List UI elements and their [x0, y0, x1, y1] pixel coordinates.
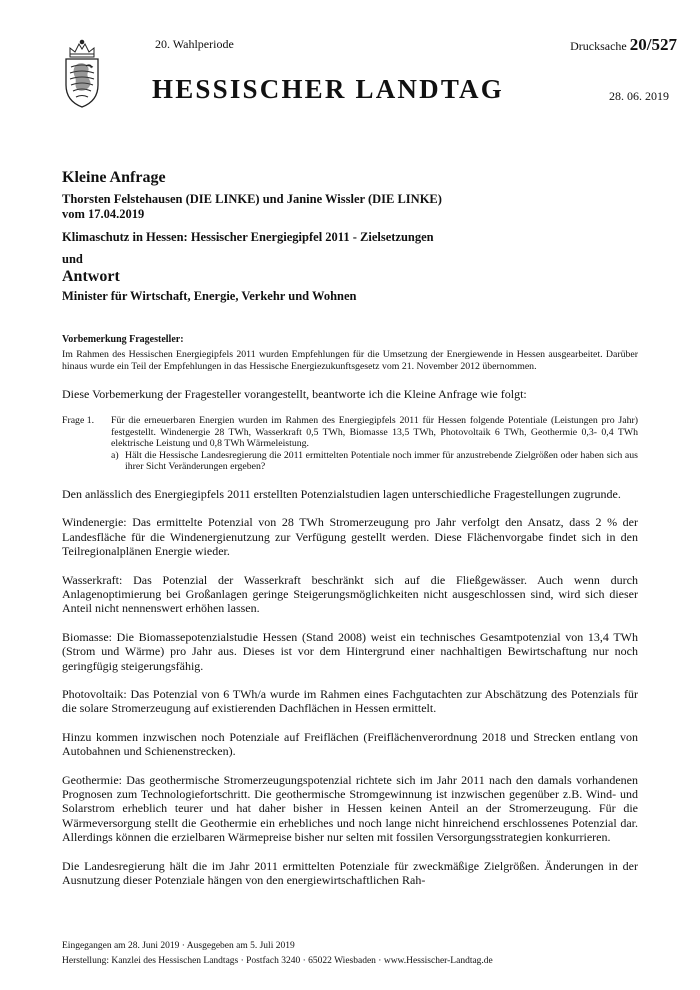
answer-paragraph: Biomasse: Die Biomassepotenzialstudie Hessen (Stand 2008) weist ein technisches Gesamtpotenzial von 13,4 TWh (Strom und Wärme) pro Jahr aus. Dieses ist vor dem Hintergrund einer nachhaltigen Bewirtschaftung nur noch geringfügig steigerungsfähig. [62, 629, 638, 673]
page-title: HESSISCHER LANDTAG [152, 74, 504, 104]
frage-1-sub-a-label: a) [111, 449, 119, 461]
drucksache-label: Drucksache [570, 39, 627, 53]
inquiry-topic: Klimaschutz in Hessen: Hessischer Energiegipfel 2011 - Zielsetzungen [62, 230, 434, 244]
frage-1-sub-a [111, 450, 638, 473]
inquiry-date: vom 17.04.2019 [62, 207, 145, 221]
drucksache [570, 35, 677, 55]
answer-paragraph: Geothermie: Das geothermische Stromerzeugungspotenzial richtete sich im Jahr 2011 nach den damals vorhandenen Prognosen zum Technologiefortschritt. Die geothermische Stromgewinnung ist inzwischen gegenüber z.B. Wind- und Solarstrom erheblich teurer und hat daher bisher in Hessen keinen Anteil an der Stromerzeugung. Für die Wärmeversorgung stellt die Geothermie ein erhebliches und noch lange nicht hinreichend erschlossenes Potenzial dar. Allerdings können die erzielbaren Wärmepreise bisher nur selten mit fossilen Versorgungsstrategien konkurrieren. [62, 772, 638, 845]
answer-paragraph: Photovoltaik: Das Potenzial von 6 TWh/a wurde im Rahmen eines Fachgutachten zur Abschätzung des Potenzials für die solare Stromerzeugung auf existierenden Dachflächen in Hessen ermittelt. [62, 687, 638, 716]
answer-paragraph: Den anlässlich des Energiegipfels 2011 erstellten Potenzialstudien lagen unterschiedliche Fragestellungen zugrunde. [62, 486, 621, 501]
answer-paragraph: Die Landesregierung hält die im Jahr 2011 ermittelten Potenziale für zweckmäßige Zielgrößen. Änderungen in der Ausnutzung dieser Potenziale hängen von den energiewirtschaftlichen Rah- [62, 858, 638, 888]
footer [62, 939, 493, 969]
footer-dates: Eingegangen am 28. Juni 2019 · Ausgegeben am 5. Juli 2019 [62, 941, 295, 951]
und-label: und [62, 252, 83, 266]
drucksache-number: 20/527 [629, 35, 677, 54]
answer-paragraph: Wasserkraft: Das Potenzial der Wasserkraft beschränkt sich auf die Fließgewässer. Auch wenn durch Anlagenoptimierung bei Großanlagen geringe Steigerungsmöglichkeiten nicht ausgeschlossen sind, wird sich dieser Anteil nicht nennenswert erhöhen lassen. [62, 572, 638, 616]
frage-1-label: Frage 1. [62, 415, 95, 426]
document-date: 28. 06. 2019 [609, 89, 669, 103]
document-body [62, 333, 638, 888]
footer-publisher: Herstellung: Kanzlei des Hessischen Landtags · Postfach 3240 · 65022 Wiesbaden · www.Hessischer-Landtag.de [62, 956, 493, 966]
coat-of-arms-icon [62, 37, 102, 109]
frage-1-sub-a-text: Hält die Hessische Landesregierung die 2011 ermittelten Potentiale noch immer für anzustrebende Zielgrößen oder haben sich aus ihrer Sicht Veränderungen ergeben? [125, 449, 638, 473]
minister: Minister für Wirtschaft, Energie, Verkehr und Wohnen [62, 289, 357, 303]
inquiry-header [62, 169, 622, 304]
wahlperiode: 20. Wahlperiode [155, 37, 234, 51]
vorbemerkung-label: Vorbemerkung Fragesteller: [62, 334, 184, 345]
antwort-heading: Antwort [62, 268, 120, 285]
kleine-anfrage-heading: Kleine Anfrage [62, 169, 166, 186]
authors: Thorsten Felstehausen (DIE LINKE) und Janine Wissler (DIE LINKE) [62, 192, 442, 206]
frage-1 [62, 415, 638, 473]
answer-paragraph: Hinzu kommen inzwischen noch Potenziale auf Freiflächen (Freiflächenverordnung 2018 und Strecken entlang von Autobahnen und Schienenstrecken). [62, 729, 638, 759]
preamble: Diese Vorbemerkung der Fragesteller vorangestellt, beantworte ich die Kleine Anfrage wie folgt: [62, 386, 527, 401]
answer-paragraph: Windenergie: Das ermittelte Potenzial von 28 TWh Stromerzeugung pro Jahr verfolgt den Ansatz, dass 2 % der Landesfläche für die Windenergienutzung zur Verfügung gestellt werden. Diese Flächenvorgabe findet sich in den Teilregionalplänen Energie wieder. [62, 515, 638, 559]
frage-1-text: Für die erneuerbaren Energien wurden im Rahmen des Energiegipfels 2011 für Hessen folgende Potentiale (Leistungen pro Jahr) festgestellt. Windenergie 28 TWh, Wasserkraft 0,5 TWh, Biomasse 13,5 TWh, Photovoltaik 6 TWh, Geothermie 0,3- 0,4 TWh elektrische Leistung und 0,8 TWh Wärmeleistung. [111, 415, 638, 450]
vorbemerkung-text: Im Rahmen des Hessischen Energiegipfels 2011 wurden Empfehlungen für die Umsetzung der Energiewende in Hessen ausgearbeitet. Darüber hinaus wurde ein Teil der Empfehlungen in das Hessische Energiezukunftsgesetz vom 21. November 2012 übernommen. [62, 349, 638, 372]
